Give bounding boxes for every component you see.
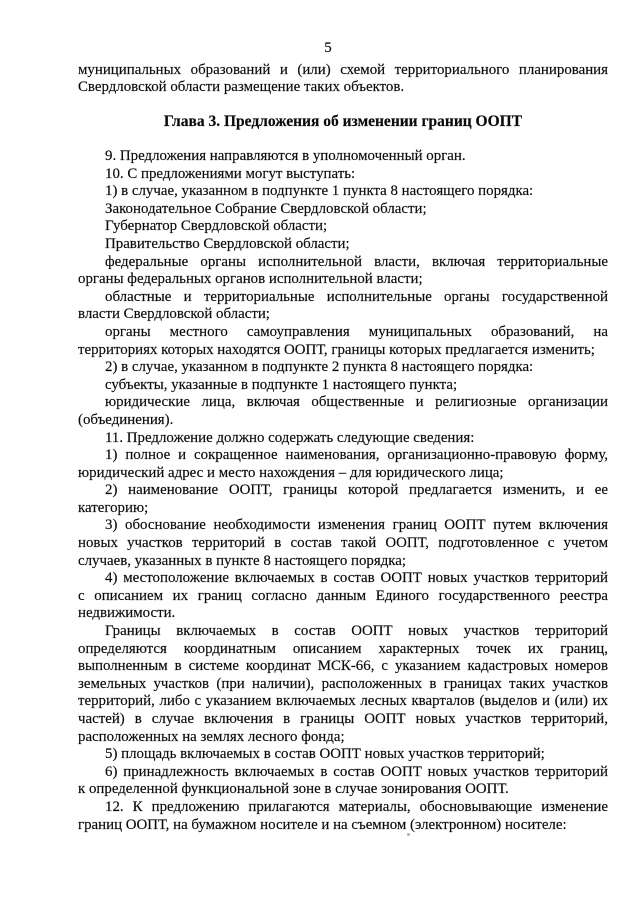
text-line: случаев, указанных в пункте 8 настоящего порядка; bbox=[78, 552, 407, 569]
text-line: (объединения). bbox=[78, 411, 174, 428]
intro-paragraph bbox=[78, 62, 608, 97]
text-line: органы местного самоуправления муниципальных образований, на bbox=[105, 323, 608, 340]
text-line: частей) в случае включения в границы ООПТ новых участков территорий, bbox=[78, 711, 608, 727]
text-line: 3) обоснование необходимости изменения границ ООПТ путем включения bbox=[105, 517, 608, 534]
text-line: областные и территориальные исполнительные органы государственной bbox=[105, 288, 608, 305]
text-line: 5) площадь включаемых в состав ООПТ новых участков территорий; bbox=[105, 746, 545, 763]
text-line: Свердловской области размещение таких объектов. bbox=[78, 79, 405, 96]
chapter-heading: Глава 3. Предложения об изменении границ ООПТ bbox=[163, 113, 523, 130]
page-number: 5 bbox=[324, 40, 332, 56]
text-line: 12. К предложению прилагаются материалы, обосновывающие изменение bbox=[105, 798, 608, 815]
text-line: к определенной функциональной зоне в случае зонирования ООПТ. bbox=[78, 781, 509, 798]
text-line: недвижимости. bbox=[78, 605, 176, 622]
text-line: муниципальных образований и (или) схемой территориального планирования bbox=[78, 61, 608, 78]
text-line: 1) в случае, указанном в подпункте 1 пункта 8 настоящего порядка: bbox=[105, 183, 534, 200]
text-line: Губернатор Свердловской области; bbox=[105, 218, 328, 235]
text-line: Границы включаемых в состав ООПТ новых участков территорий bbox=[105, 623, 608, 640]
text-line: 2) в случае, указанном в подпункте 2 пункта 8 настоящего порядка: bbox=[105, 359, 534, 376]
text-line: 2) наименование ООПТ, границы которой предлагается изменить, и ее bbox=[105, 482, 608, 499]
text-line: определяются координатным описанием характерных точек их границ, bbox=[78, 640, 608, 657]
text-line: 4) местоположение включаемых в состав ООПТ новых участков территорий bbox=[105, 570, 608, 587]
text-line: 10. С предложениями могут выступать: bbox=[105, 165, 356, 182]
text-line: границ ООПТ, на бумажном носителе и на съемном (электронном) носителе: bbox=[78, 816, 567, 833]
text-line: 11. Предложение должно содержать следующие сведения: bbox=[105, 429, 475, 446]
text-line: власти Свердловской области; bbox=[78, 306, 270, 323]
body-text bbox=[78, 148, 608, 834]
scan-artifact-dot bbox=[407, 833, 410, 836]
text-line: выполненным в системе координат МСК-66, с указанием кадастровых номеров bbox=[78, 658, 608, 675]
text-line: территорий, либо с указанием включаемых лесных кварталов (выделов и (или) их bbox=[78, 693, 608, 710]
text-line: 6) принадлежность включаемых в состав ООПТ новых участков территорий bbox=[105, 763, 608, 780]
text-line: органы федеральных органов исполнительной власти; bbox=[78, 271, 423, 288]
text-line: территориях которых находятся ООПТ, границы которых предлагается изменить; bbox=[78, 341, 595, 358]
text-line: 9. Предложения направляются в уполномоченный орган. bbox=[105, 148, 466, 164]
text-line: юридические лица, включая общественные и религиозные организации bbox=[105, 394, 608, 411]
text-line: Правительство Свердловской области; bbox=[105, 235, 350, 252]
text-line: расположенных на землях лесного фонда; bbox=[78, 728, 345, 745]
text-line: Законодательное Собрание Свердловской области; bbox=[105, 200, 427, 217]
text-line: юридический адрес и место нахождения – для юридического лица; bbox=[78, 464, 504, 481]
text-line: с описанием их границ согласно данным Единого государственного реестра bbox=[78, 587, 608, 604]
text-line: земельных участков (при наличии), расположенных в границах таких участков bbox=[78, 675, 608, 692]
text-line: новых участков территорий в состав такой ООПТ, подготовленное с учетом bbox=[78, 535, 608, 552]
text-line: категорию; bbox=[78, 499, 149, 516]
text-line: субъекты, указанные в подпункте 1 настоящего пункта; bbox=[105, 376, 458, 393]
text-line: федеральные органы исполнительной власти, включая территориальные bbox=[105, 253, 608, 270]
text-line: 1) полное и сокращенное наименования, организационно-правовую форму, bbox=[105, 447, 608, 464]
